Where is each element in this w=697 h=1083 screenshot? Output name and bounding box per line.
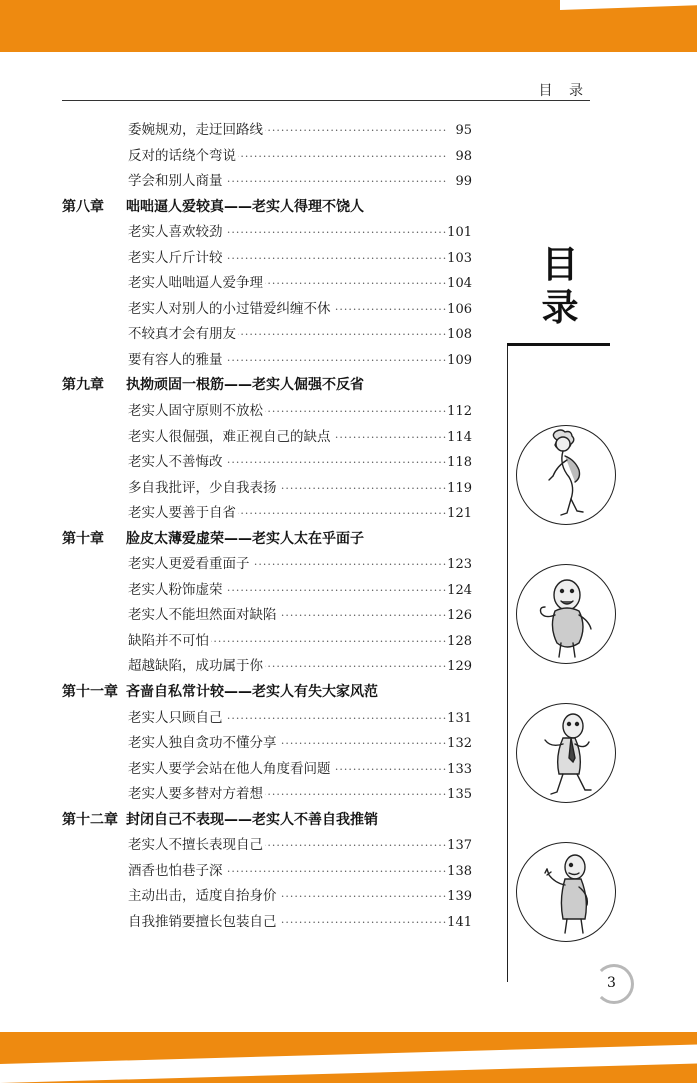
entry-page-number: 118 bbox=[446, 450, 472, 476]
toc-entry bbox=[0, 220, 697, 246]
entry-title: 老实人不能坦然面对缺陷 bbox=[128, 603, 279, 629]
entry-page-number: 95 bbox=[454, 118, 472, 144]
toc-entry bbox=[0, 348, 697, 374]
toc-entry bbox=[0, 246, 697, 272]
entry-page-number: 135 bbox=[446, 782, 472, 808]
entry-page-number: 129 bbox=[446, 654, 472, 680]
chapter-number: 第十一章 bbox=[62, 684, 118, 701]
entry-title: 委婉规劝，走迂回路线 bbox=[128, 118, 265, 144]
entry-page-number: 123 bbox=[446, 552, 472, 578]
entry-page-number: 132 bbox=[446, 731, 472, 757]
entry-title: 老实人要学会站在他人角度看问题 bbox=[128, 757, 333, 783]
entry-title: 缺陷并不可怕 bbox=[128, 629, 211, 655]
entry-page-number: 114 bbox=[446, 425, 472, 451]
entry-title: 老实人喜欢较劲 bbox=[128, 220, 225, 246]
chapter-title: 吝啬自私常计较——老实人有失大家风范 bbox=[126, 684, 378, 701]
chapter-number: 第八章 bbox=[62, 198, 104, 215]
chapter-title: 脸皮太薄爱虚荣——老实人太在乎面子 bbox=[126, 530, 364, 547]
entry-page-number: 119 bbox=[446, 476, 472, 502]
entry-page-number: 141 bbox=[446, 910, 472, 936]
entry-title: 超越缺陷，成功属于你 bbox=[128, 654, 265, 680]
cartoon-figure-explaining-icon bbox=[516, 842, 616, 942]
entry-title: 反对的话绕个弯说 bbox=[128, 144, 238, 170]
entry-page-number: 98 bbox=[454, 144, 472, 170]
entry-page-number: 124 bbox=[446, 578, 472, 604]
toc-entry bbox=[0, 144, 697, 170]
cartoon-figure-shouting-icon bbox=[516, 564, 616, 664]
toc-chapter-heading bbox=[0, 808, 697, 834]
entry-title: 要有容人的雅量 bbox=[128, 348, 225, 374]
entry-page-number: 101 bbox=[446, 220, 472, 246]
toc-entry bbox=[0, 297, 697, 323]
entry-title: 不较真才会有朋友 bbox=[128, 322, 238, 348]
entry-title: 老实人咄咄逼人爱争理 bbox=[128, 271, 265, 297]
chapter-title: 封闭自己不表现——老实人不善自我推销 bbox=[126, 811, 378, 828]
toc-entry bbox=[0, 169, 697, 195]
header-rule bbox=[62, 100, 590, 101]
entry-title: 老实人要善于自省 bbox=[128, 501, 238, 527]
side-title: 目录 bbox=[541, 243, 579, 329]
entry-title: 老实人粉饰虚荣 bbox=[128, 578, 225, 604]
entry-title: 老实人很倔强，难正视自己的缺点 bbox=[128, 425, 333, 451]
toc-chapter-heading bbox=[0, 195, 697, 221]
entry-title: 酒香也怕巷子深 bbox=[128, 859, 225, 885]
entry-title: 老实人要多替对方着想 bbox=[128, 782, 265, 808]
toc-entry bbox=[0, 399, 697, 425]
chapter-number: 第十章 bbox=[62, 530, 104, 547]
page-number-badge bbox=[594, 964, 638, 1006]
entry-title: 自我推销要擅长包装自己 bbox=[128, 910, 279, 936]
page-number: 3 bbox=[607, 975, 616, 991]
toc-chapter-heading bbox=[0, 373, 697, 399]
side-title-rule bbox=[507, 343, 610, 346]
side-vertical-rule bbox=[507, 346, 508, 982]
entry-title: 老实人斤斤计较 bbox=[128, 246, 225, 272]
entry-page-number: 108 bbox=[446, 322, 472, 348]
chapter-number: 第九章 bbox=[62, 377, 104, 394]
entry-title: 老实人不擅长表现自己 bbox=[128, 833, 265, 859]
entry-title: 学会和别人商量 bbox=[128, 169, 225, 195]
entry-title: 老实人更爱看重面子 bbox=[128, 552, 252, 578]
entry-title: 老实人独自贪功不懂分享 bbox=[128, 731, 279, 757]
entry-title: 老实人对别人的小过错爱纠缠不休 bbox=[128, 297, 333, 323]
entry-page-number: 99 bbox=[454, 169, 472, 195]
entry-page-number: 121 bbox=[446, 501, 472, 527]
cartoon-figure-tie-icon bbox=[516, 703, 616, 803]
toc-entry bbox=[0, 271, 697, 297]
table-of-contents bbox=[0, 118, 697, 936]
entry-page-number: 126 bbox=[446, 603, 472, 629]
entry-page-number: 106 bbox=[446, 297, 472, 323]
entry-title: 主动出击，适度自抬身价 bbox=[128, 884, 279, 910]
toc-entry bbox=[0, 118, 697, 144]
chapter-title: 咄咄逼人爱较真——老实人得理不饶人 bbox=[126, 198, 364, 215]
entry-page-number: 109 bbox=[446, 348, 472, 374]
entry-page-number: 133 bbox=[446, 757, 472, 783]
toc-chapter-heading bbox=[0, 527, 697, 553]
entry-page-number: 112 bbox=[446, 399, 472, 425]
entry-title: 老实人只顾自己 bbox=[128, 706, 225, 732]
running-head: 目 录 bbox=[538, 83, 589, 99]
chapter-number: 第十二章 bbox=[62, 811, 118, 828]
entry-page-number: 138 bbox=[446, 859, 472, 885]
chapter-title: 执拗顽固一根筋——老实人倔强不反省 bbox=[126, 377, 364, 394]
entry-page-number: 131 bbox=[446, 706, 472, 732]
toc-chapter-heading bbox=[0, 680, 697, 706]
entry-page-number: 128 bbox=[446, 629, 472, 655]
toc-entry bbox=[0, 654, 697, 680]
entry-page-number: 104 bbox=[446, 271, 472, 297]
entry-page-number: 137 bbox=[446, 833, 472, 859]
entry-title: 老实人不善悔改 bbox=[128, 450, 225, 476]
entry-page-number: 139 bbox=[446, 884, 472, 910]
cartoon-figure-stooped-icon bbox=[516, 425, 616, 525]
entry-title: 老实人固守原则不放松 bbox=[128, 399, 265, 425]
entry-page-number: 103 bbox=[446, 246, 472, 272]
entry-title: 多自我批评，少自我表扬 bbox=[128, 476, 279, 502]
